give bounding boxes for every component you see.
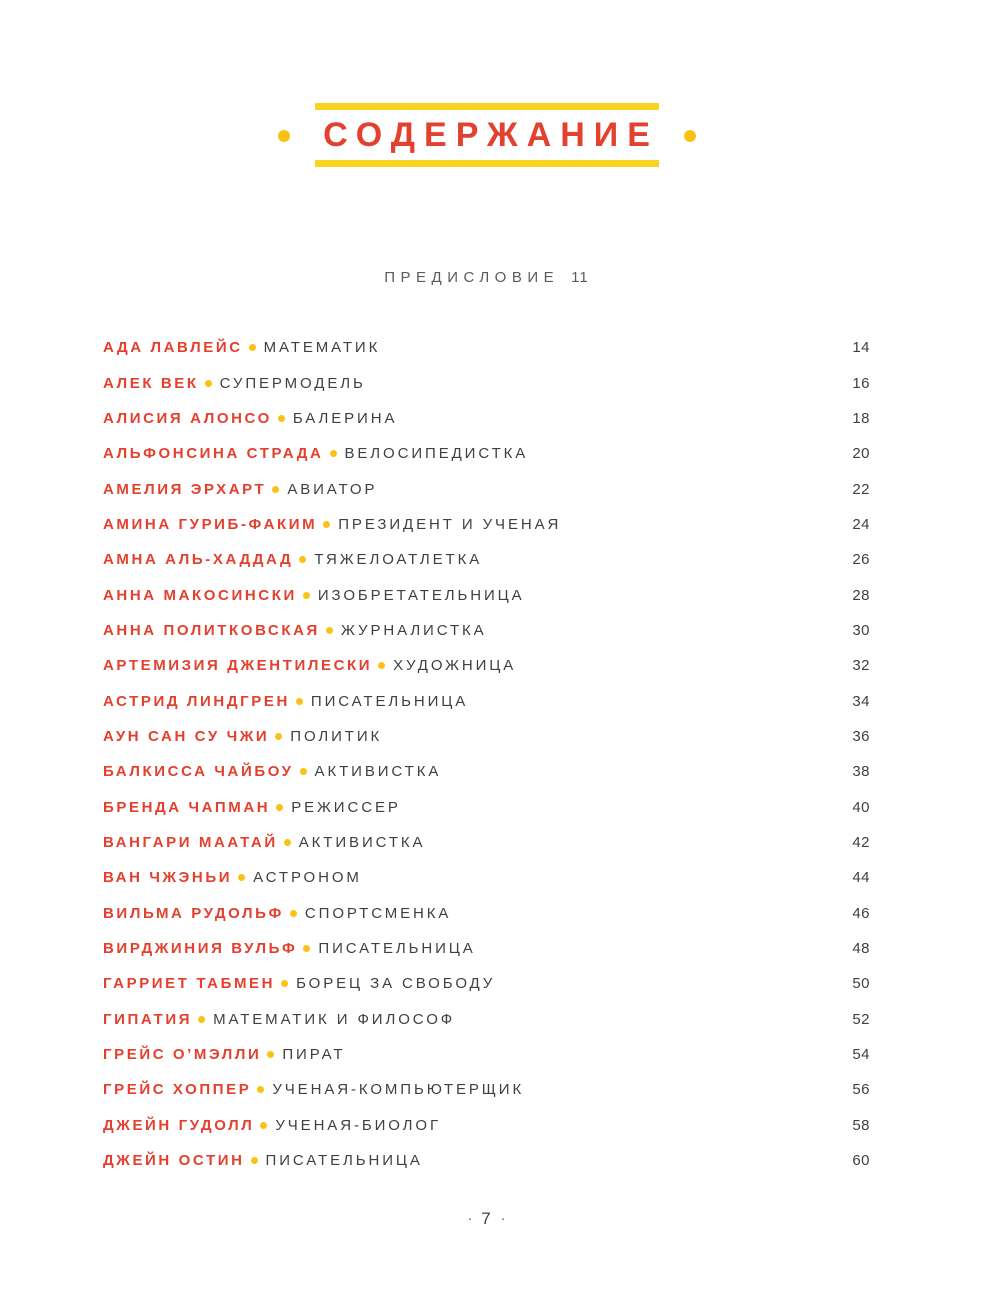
entry-role: ЖУРНАЛИСТКА [340, 621, 487, 639]
bullet-dot-icon [257, 1086, 264, 1093]
toc-list [103, 330, 870, 1178]
bullet-dot-icon [303, 945, 310, 952]
folio-page-number: 7 [481, 1209, 492, 1228]
entry-page-number: 28 [852, 586, 870, 604]
entry-text [103, 1081, 524, 1098]
bullet-dot-icon [251, 1157, 258, 1164]
entry-role: ПИСАТЕЛЬНИЦА [310, 692, 469, 710]
entry-role: ХУДОЖНИЦА [393, 657, 517, 675]
entry-name: АМИНА ГУРИБ-ФАКИМ [103, 515, 318, 533]
entry-text [103, 869, 362, 886]
entry-page-number: 30 [852, 621, 870, 639]
bullet-dot-icon [290, 910, 297, 917]
entry-name: ГАРРИЕТ ТАБМЕН [103, 975, 276, 993]
entry-name: ДЖЕЙН ОСТИН [103, 1152, 245, 1170]
toc-entry [103, 1037, 870, 1072]
entry-page-number: 42 [852, 833, 870, 851]
preface-page-number: 11 [571, 269, 589, 286]
entry-role: РЕЖИССЕР [291, 798, 401, 816]
toc-entry [103, 365, 870, 400]
entry-text [103, 657, 516, 674]
entry-page-number: 60 [852, 1152, 870, 1170]
page-title: СОДЕРЖАНИЕ [323, 116, 659, 154]
toc-entry [103, 613, 870, 648]
entry-name: АМЕЛИЯ ЭРХАРТ [103, 480, 267, 498]
toc-entry [103, 683, 870, 718]
entry-role: ВЕЛОСИПЕДИСТКА [344, 445, 529, 463]
entry-text [103, 481, 377, 498]
entry-page-number: 46 [852, 904, 870, 922]
toc-entry [103, 931, 870, 966]
entry-role: ПИРАТ [282, 1046, 346, 1064]
toc-entry [103, 860, 870, 895]
entry-role: ТЯЖЕЛОАТЛЕТКА [314, 551, 483, 569]
toc-entry [103, 1002, 870, 1037]
entry-name: АУН САН СУ ЧЖИ [103, 727, 270, 745]
entry-page-number: 18 [852, 409, 870, 427]
entry-role: ПОЛИТИК [290, 727, 383, 745]
entry-name: ДЖЕЙН ГУДОЛЛ [103, 1116, 255, 1134]
entry-text [103, 1152, 423, 1169]
entry-name: БАЛКИССА ЧАЙБОУ [103, 763, 294, 781]
entry-role: АСТРОНОМ [253, 869, 362, 887]
entry-role: СПОРТСМЕНКА [304, 904, 452, 922]
entry-role: ИЗОБРЕТАТЕЛЬНИЦА [317, 586, 525, 604]
title-block [315, 103, 659, 167]
entry-role: ПРЕЗИДЕНТ И УЧЕНАЯ [338, 515, 562, 533]
entry-role: БАЛЕРИНА [292, 409, 398, 427]
entry-text [103, 375, 366, 392]
entry-text [103, 940, 476, 957]
bullet-dot-icon [300, 768, 307, 775]
entry-role: УЧЕНАЯ-БИОЛОГ [275, 1116, 441, 1134]
toc-entry [103, 1108, 870, 1143]
footer-folio [0, 1205, 973, 1232]
entry-text [103, 551, 482, 568]
bullet-dot-icon [299, 556, 306, 563]
left-accent-dot-icon [278, 130, 290, 142]
entry-page-number: 52 [852, 1010, 870, 1028]
entry-text [103, 693, 468, 710]
entry-role: СУПЕРМОДЕЛЬ [219, 374, 366, 392]
toc-entry [103, 507, 870, 542]
entry-text [103, 1011, 455, 1028]
entry-text [103, 516, 561, 533]
toc-entry [103, 754, 870, 789]
entry-name: ГРЕЙС О’МЭЛЛИ [103, 1046, 262, 1064]
entry-text [103, 445, 528, 462]
entry-role: АКТИВИСТКА [314, 763, 442, 781]
top-rule [315, 103, 659, 110]
entry-page-number: 32 [852, 657, 870, 675]
entry-text [103, 410, 397, 427]
bullet-dot-icon [278, 415, 285, 422]
toc-entry [103, 330, 870, 365]
bullet-dot-icon [276, 804, 283, 811]
entry-text [103, 622, 487, 639]
preface-label: ПРЕДИСЛОВИЕ [384, 269, 560, 286]
entry-page-number: 54 [852, 1046, 870, 1064]
bullet-dot-icon [272, 486, 279, 493]
toc-entry [103, 825, 870, 860]
entry-role: ПИСАТЕЛЬНИЦА [265, 1152, 423, 1170]
entry-name: АЛЬФОНСИНА СТРАДА [103, 445, 324, 463]
toc-entry [103, 542, 870, 577]
entry-page-number: 44 [852, 869, 870, 887]
folio-left-dot: · [467, 1210, 473, 1226]
entry-text [103, 728, 382, 745]
entry-role: УЧЕНАЯ-КОМПЬЮТЕРЩИК [272, 1081, 525, 1099]
entry-role: БОРЕЦ ЗА СВОБОДУ [296, 975, 496, 993]
entry-name: АЛИСИЯ АЛОНСО [103, 409, 272, 427]
bullet-dot-icon [238, 874, 245, 881]
toc-entry [103, 1072, 870, 1107]
entry-page-number: 38 [852, 763, 870, 781]
toc-header [0, 103, 973, 167]
entry-name: АННА ПОЛИТКОВСКАЯ [103, 621, 320, 639]
entry-name: ВАНГАРИ МААТАЙ [103, 833, 278, 851]
entry-page-number: 36 [852, 727, 870, 745]
entry-role: АКТИВИСТКА [298, 833, 426, 851]
toc-entry [103, 401, 870, 436]
bullet-dot-icon [326, 627, 333, 634]
entry-page-number: 40 [852, 798, 870, 816]
bullet-dot-icon [267, 1051, 274, 1058]
bullet-dot-icon [198, 1016, 205, 1023]
toc-entry [103, 719, 870, 754]
entry-page-number: 50 [852, 975, 870, 993]
preface-line [0, 270, 973, 286]
entry-page-number: 16 [852, 374, 870, 392]
entry-name: АРТЕМИЗИЯ ДЖЕНТИЛЕСКИ [103, 657, 373, 675]
entry-role: АВИАТОР [287, 480, 378, 498]
toc-entry [103, 966, 870, 1001]
entry-role: МАТЕМАТИК [263, 339, 381, 357]
bullet-dot-icon [303, 592, 310, 599]
entry-name: АМНА АЛЬ-ХАДДАД [103, 551, 294, 569]
entry-page-number: 34 [852, 692, 870, 710]
entry-text [103, 1117, 441, 1134]
toc-entry [103, 471, 870, 506]
bullet-dot-icon [323, 521, 330, 528]
entry-page-number: 56 [852, 1081, 870, 1099]
entry-name: АСТРИД ЛИНДГРЕН [103, 692, 290, 710]
entry-text [103, 834, 425, 851]
entry-page-number: 26 [852, 551, 870, 569]
toc-entry [103, 789, 870, 824]
entry-page-number: 48 [852, 940, 870, 958]
bullet-dot-icon [378, 662, 385, 669]
entry-page-number: 58 [852, 1116, 870, 1134]
bullet-dot-icon [296, 698, 303, 705]
entry-text [103, 905, 451, 922]
entry-page-number: 14 [852, 339, 870, 357]
entry-name: АДА ЛАВЛЕЙС [103, 339, 243, 357]
bullet-dot-icon [205, 380, 212, 387]
entry-name: ВАН ЧЖЭНЬИ [103, 869, 233, 887]
bullet-dot-icon [275, 733, 282, 740]
entry-page-number: 20 [852, 445, 870, 463]
bottom-rule [315, 160, 659, 167]
right-accent-dot-icon [684, 130, 696, 142]
entry-page-number: 22 [852, 480, 870, 498]
bullet-dot-icon [330, 450, 337, 457]
entry-text [103, 587, 525, 604]
entry-name: ГРЕЙС ХОППЕР [103, 1081, 252, 1099]
entry-name: ГИПАТИЯ [103, 1010, 193, 1028]
toc-entry [103, 896, 870, 931]
bullet-dot-icon [249, 344, 256, 351]
entry-text [103, 975, 495, 992]
entry-name: АЛЕК ВЕК [103, 374, 199, 392]
entry-role: ПИСАТЕЛЬНИЦА [318, 940, 476, 958]
entry-name: БРЕНДА ЧАПМАН [103, 798, 271, 816]
toc-entry [103, 436, 870, 471]
entry-page-number: 24 [852, 515, 870, 533]
entry-role: МАТЕМАТИК И ФИЛОСОФ [213, 1010, 456, 1028]
entry-text [103, 1046, 345, 1063]
entry-text [103, 799, 401, 816]
bullet-dot-icon [284, 839, 291, 846]
toc-entry [103, 577, 870, 612]
toc-entry [103, 1143, 870, 1178]
bullet-dot-icon [260, 1122, 267, 1129]
entry-text [103, 763, 441, 780]
folio-right-dot: · [500, 1210, 506, 1226]
toc-entry [103, 648, 870, 683]
entry-text [103, 339, 380, 356]
entry-name: ВИРДЖИНИЯ ВУЛЬФ [103, 940, 298, 958]
entry-name: АННА МАКОСИНСКИ [103, 586, 297, 604]
entry-name: ВИЛЬМА РУДОЛЬФ [103, 904, 284, 922]
bullet-dot-icon [281, 980, 288, 987]
